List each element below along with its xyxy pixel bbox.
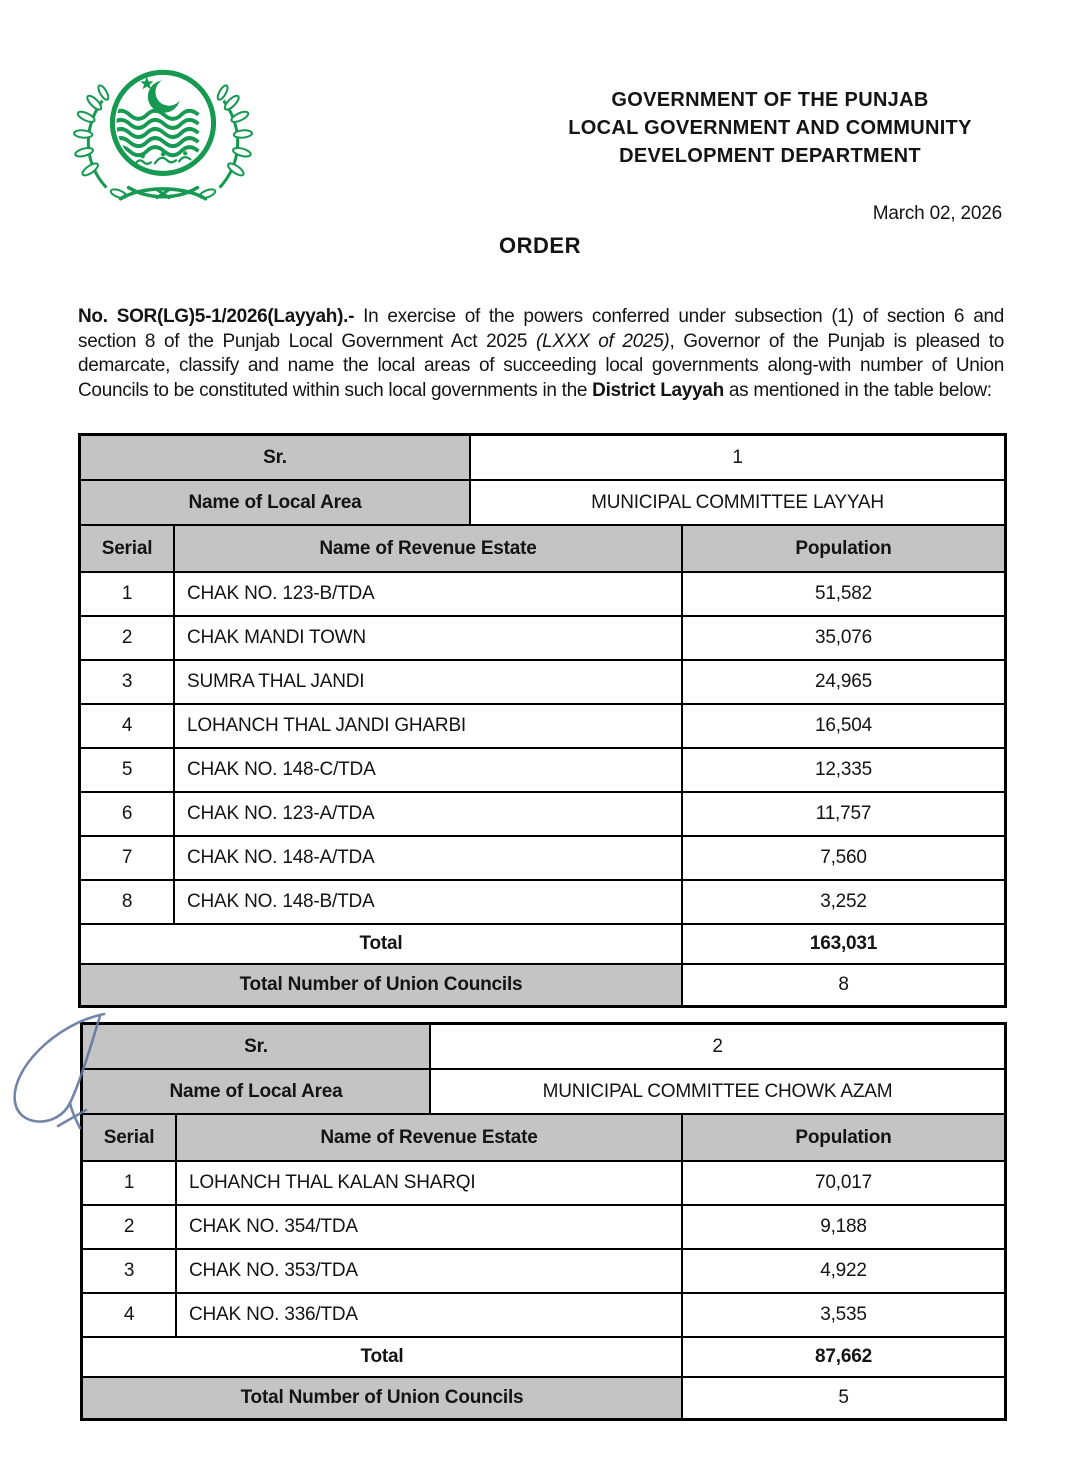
- total-label-cell: Total: [360, 1346, 404, 1367]
- serial-cell: 4: [121, 715, 133, 736]
- population-cell: 7,560: [681, 837, 1004, 879]
- population-cell: 9,188: [681, 1206, 1004, 1248]
- dept-line-1: GOVERNMENT OF THE PUNJAB: [611, 89, 929, 111]
- district-name-bold: District Layyah: [592, 379, 724, 401]
- population-cell: 35,076: [681, 617, 1004, 659]
- serial-cell: 4: [123, 1304, 135, 1325]
- table-row: [81, 659, 1004, 703]
- local-area-table-2: [80, 1022, 1007, 1421]
- total-value-cell: 87,662: [681, 1338, 1004, 1376]
- population-cell: 24,965: [681, 661, 1004, 703]
- total-value-cell: 163,031: [681, 925, 1004, 963]
- table-row: [81, 835, 1004, 879]
- order-paragraph: [78, 305, 1004, 403]
- table-row: [81, 791, 1004, 835]
- population-cell: 70,017: [681, 1162, 1004, 1204]
- sr-label-cell: Sr.: [81, 436, 469, 479]
- serial-cell: 8: [121, 891, 133, 912]
- paragraph-text-2: , Governor of the Punjab is pleased to demarcate, classify and name the local areas of succeeding local governments along-with number of Union Councils to be constituted within such local governments in the: [78, 330, 1005, 401]
- serial-cell: 3: [123, 1260, 135, 1281]
- local-area-label-cell: Name of Local Area: [81, 481, 469, 524]
- paragraph-text-3: as mentioned in the table below:: [723, 379, 992, 401]
- revenue-estate-cell: CHAK MANDI TOWN: [173, 617, 681, 659]
- local-area-label-cell: Name of Local Area: [83, 1070, 429, 1113]
- table-row: [81, 703, 1004, 747]
- population-cell: 3,535: [681, 1294, 1004, 1336]
- sr-row: [81, 436, 1004, 479]
- total-row: [81, 923, 1004, 963]
- revenue-estate-cell: SUMRA THAL JANDI: [173, 661, 681, 703]
- revenue-estate-cell: CHAK NO. 123-B/TDA: [173, 573, 681, 615]
- population-header-cell: Population: [681, 1115, 1004, 1160]
- serial-cell: 2: [121, 627, 133, 648]
- local-area-value-cell: MUNICIPAL COMMITTEE CHOWK AZAM: [429, 1070, 1004, 1113]
- union-councils-label-cell: Total Number of Union Councils: [81, 965, 681, 1005]
- serial-header-cell: Serial: [81, 526, 173, 571]
- act-number-italic: (LXXX of 2025): [536, 330, 670, 352]
- dept-line-2: LOCAL GOVERNMENT AND COMMUNITY: [568, 117, 972, 139]
- union-councils-label-cell: Total Number of Union Councils: [83, 1378, 681, 1418]
- table-row: [81, 571, 1004, 615]
- order-reference-number: No. SOR(LG)5-1/2026(Layyah).-: [78, 306, 355, 327]
- table-row: [83, 1160, 1004, 1204]
- revenue-estate-cell: CHAK NO. 353/TDA: [175, 1250, 681, 1292]
- order-title: ORDER: [499, 233, 581, 258]
- department-heading: [535, 86, 1005, 170]
- serial-cell: 2: [123, 1216, 135, 1237]
- revenue-estate-cell: LOHANCH THAL JANDI GHARBI: [173, 705, 681, 747]
- population-cell: 11,757: [681, 793, 1004, 835]
- revenue-estate-cell: CHAK NO. 354/TDA: [175, 1206, 681, 1248]
- population-cell: 4,922: [681, 1250, 1004, 1292]
- table-row: [81, 747, 1004, 791]
- revenue-estate-header-cell: Name of Revenue Estate: [175, 1115, 681, 1160]
- paragraph-text-1: In exercise of the powers conferred under subsection (1) of section 6 and section 8 of the Punjab Local Government Act 2025: [78, 306, 1004, 352]
- population-cell: 3,252: [681, 881, 1004, 923]
- total-row: [83, 1336, 1004, 1376]
- population-header-cell: Population: [681, 526, 1004, 571]
- serial-cell: 1: [123, 1172, 135, 1193]
- revenue-estate-header-cell: Name of Revenue Estate: [173, 526, 681, 571]
- union-councils-value-cell: 8: [681, 965, 1004, 1005]
- revenue-estate-cell: CHAK NO. 123-A/TDA: [173, 793, 681, 835]
- table-row: [81, 879, 1004, 923]
- sr-label-cell: Sr.: [83, 1025, 429, 1068]
- local-area-row: [81, 479, 1004, 524]
- column-header-row: [83, 1113, 1004, 1160]
- serial-cell: 6: [121, 803, 133, 824]
- table-row: [81, 615, 1004, 659]
- serial-header-cell: Serial: [83, 1115, 175, 1160]
- table-row: [83, 1292, 1004, 1336]
- union-councils-row: [83, 1376, 1004, 1418]
- serial-cell: 7: [121, 847, 133, 868]
- union-councils-row: [81, 963, 1004, 1005]
- union-councils-value-cell: 5: [681, 1378, 1004, 1418]
- table-row: [83, 1204, 1004, 1248]
- population-cell: 16,504: [681, 705, 1004, 747]
- local-area-row: [83, 1068, 1004, 1113]
- serial-cell: 5: [121, 759, 133, 780]
- local-area-value-cell: MUNICIPAL COMMITTEE LAYYAH: [469, 481, 1004, 524]
- local-area-table-1: [78, 433, 1007, 1008]
- serial-cell: 1: [121, 583, 133, 604]
- table-row: [83, 1248, 1004, 1292]
- sr-value-cell: 1: [469, 436, 1004, 479]
- column-header-row: [81, 524, 1004, 571]
- population-cell: 12,335: [681, 749, 1004, 791]
- serial-cell: 3: [121, 671, 133, 692]
- revenue-estate-cell: CHAK NO. 148-C/TDA: [173, 749, 681, 791]
- revenue-estate-cell: CHAK NO. 148-A/TDA: [173, 837, 681, 879]
- total-label-cell: Total: [359, 933, 403, 954]
- population-cell: 51,582: [681, 573, 1004, 615]
- punjab-government-emblem-icon: [72, 56, 254, 210]
- revenue-estate-cell: LOHANCH THAL KALAN SHARQI: [175, 1162, 681, 1204]
- dept-line-3: DEVELOPMENT DEPARTMENT: [619, 145, 921, 167]
- revenue-estate-cell: CHAK NO. 148-B/TDA: [173, 881, 681, 923]
- sr-value-cell: 2: [429, 1025, 1004, 1068]
- revenue-estate-cell: CHAK NO. 336/TDA: [175, 1294, 681, 1336]
- sr-row: [83, 1025, 1004, 1068]
- order-date: March 02, 2026: [872, 203, 1002, 224]
